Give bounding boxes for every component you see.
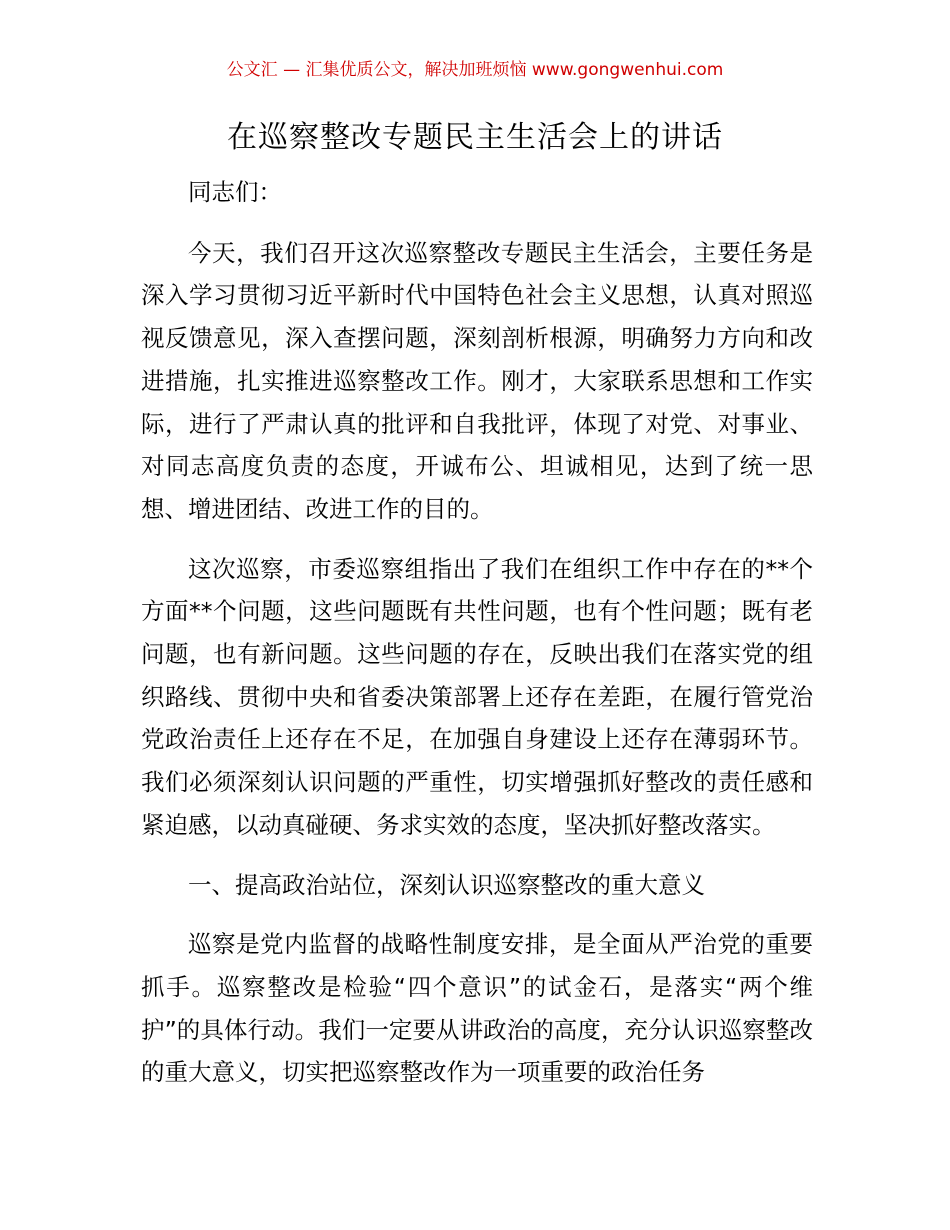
document-body	[141, 171, 813, 1111]
site-banner: 公文汇 — 汇集优质公文，解决加班烦恼 www.gongwenhui.com	[226, 60, 724, 80]
salutation: 同志们：	[188, 178, 282, 206]
document-title: 在巡察整改专题民主生活会上的讲话	[227, 120, 723, 155]
body-paragraph-1: 今天，我们召开这次巡察整改专题民主生活会，主要任务是深入学习贯彻习近平新时代中国特色社会主义思想，认真对照巡视反馈意见，深入查摆问题，深刻剖析根源，明确努力方向和改进措施，扎实推进巡察整改工作。刚才，大家联系思想和工作实际，进行了严肃认真的批评和自我批评，体现了对党、对事业、对同志高度负责的态度，开诚布公、坦诚相见，达到了统一思想、增进团结、改进工作的目的。	[141, 238, 813, 523]
section-1-paragraph: 巡察是党内监督的战略性制度安排，是全面从严治党的重要抓手。巡察整改是检验“四个意识”的试金石，是落实“两个维护”的具体行动。我们一定要从讲政治的高度，充分认识巡察整改的重大意义，切实把巡察整改作为一项重要的政治任务	[141, 930, 813, 1087]
body-paragraph-2: 这次巡察，市委巡察组指出了我们在组织工作中存在的**个方面**个问题，这些问题既有共性问题，也有个性问题；既有老问题，也有新问题。这些问题的存在，反映出我们在落实党的组织路线、贯彻中央和省委决策部署上还存在差距，在履行管党治党政治责任上还存在不足，在加强自身建设上还存在薄弱环节。我们必须深刻认识问题的严重性，切实增强抓好整改的责任感和紧迫感，以动真碰硬、务求实效的态度，坚决抓好整改落实。	[141, 554, 813, 839]
section-heading-1: 一、提高政治站位，深刻认识巡察整改的重大意义	[188, 870, 705, 899]
